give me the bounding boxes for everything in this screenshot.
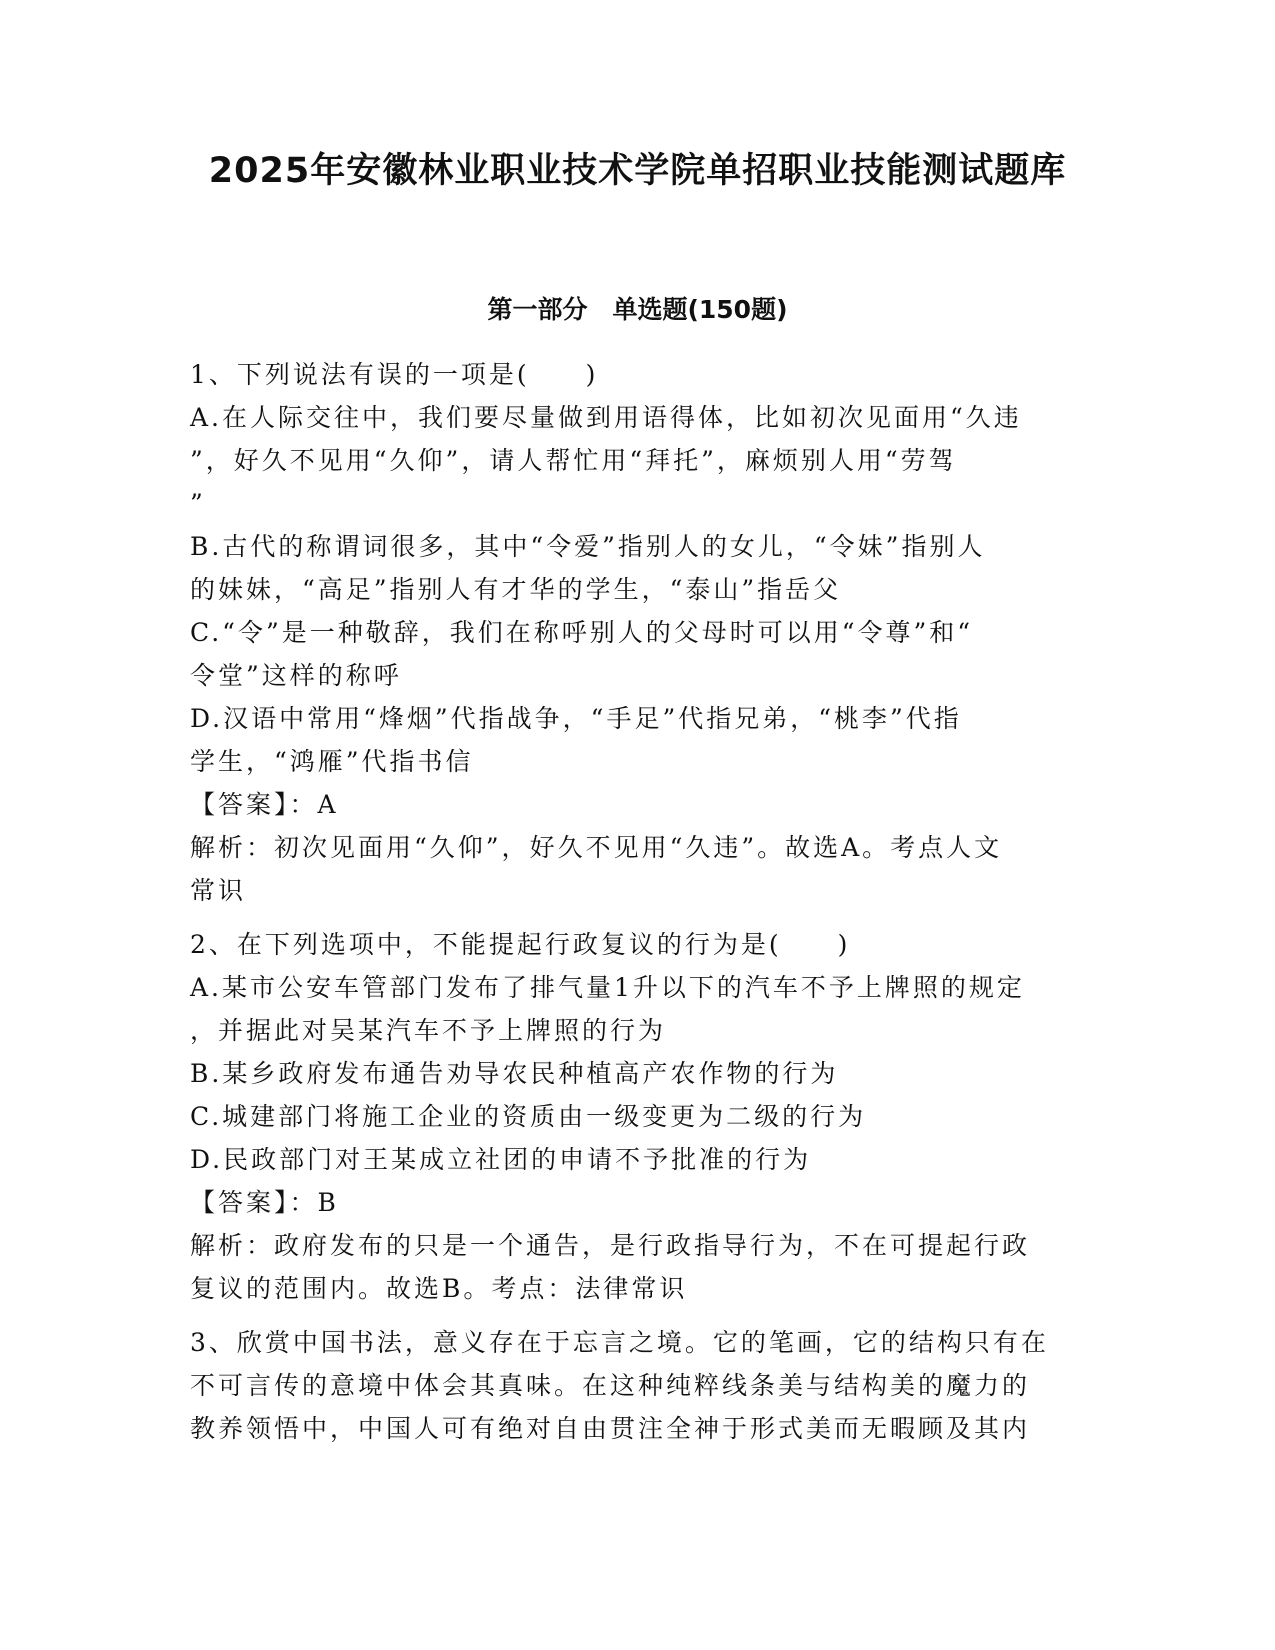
- section-title: 第一部分 单选题(150题): [487, 295, 788, 324]
- question-stem-line: 1、下列说法有误的一项是( ): [190, 360, 599, 389]
- question-3: [190, 1321, 1090, 1450]
- option-line: D.汉语中常用“烽烟”代指战争，“手足”代指兄弟，“桃李”代指: [190, 704, 962, 733]
- answer-option: [190, 1052, 1090, 1095]
- answer-option: [190, 611, 1090, 697]
- option-line: 的妹妹，“高足”指别人有才华的学生，“泰山”指岳父: [190, 575, 842, 604]
- answer-option: [190, 396, 1090, 525]
- question-stem: [190, 923, 1090, 966]
- answer-option: [190, 697, 1090, 783]
- analysis-line: 解析：初次见面用“久仰”，好久不见用“久违”。故选A。考点人文: [190, 833, 1003, 862]
- option-line: C.“令”是一种敬辞，我们在称呼别人的父母时可以用“令尊”和“: [190, 618, 974, 647]
- option-line: B.某乡政府发布通告劝导农民种植高产农作物的行为: [190, 1059, 839, 1088]
- answer-option: [190, 525, 1090, 611]
- option-line: 学生，“鸿雁”代指书信: [190, 747, 474, 776]
- option-line: ”，好久不见用“久仰”，请人帮忙用“拜托”，麻烦别人用“劳驾: [190, 446, 957, 475]
- question-stem: [190, 353, 1090, 396]
- question-stem-line: 不可言传的意境中体会其真味。在这种纯粹线条美与结构美的魔力的: [190, 1371, 1031, 1400]
- analysis-line: 复议的范围内。故选B。考点：法律常识: [190, 1274, 688, 1303]
- answer-option: [190, 1138, 1090, 1181]
- question-2: [190, 923, 1090, 1310]
- analysis-line: 常识: [190, 876, 247, 905]
- option-line: B.古代的称谓词很多，其中“令爱”指别人的女儿，“令妹”指别人: [190, 532, 986, 561]
- question-1: [190, 353, 1090, 912]
- question-stem-line: 教养领悟中，中国人可有绝对自由贯注全神于形式美而无暇顾及其内: [190, 1414, 1031, 1443]
- answer-option: [190, 966, 1090, 1052]
- question-stem-line: 2、在下列选项中，不能提起行政复议的行为是( ): [190, 930, 851, 959]
- answer-key: 【答案】：A: [190, 790, 339, 819]
- answer-analysis: [190, 826, 1090, 912]
- document-title: 2025年安徽林业职业技术学院单招职业技能测试题库: [208, 151, 1067, 191]
- question-list: [190, 353, 1090, 1461]
- answer-option: [190, 1095, 1090, 1138]
- question-stem: [190, 1321, 1090, 1450]
- answer-key: 【答案】：B: [190, 1188, 339, 1217]
- option-line: A.某市公安车管部门发布了排气量1升以下的汽车不予上牌照的规定: [190, 973, 1025, 1002]
- option-line: A.在人际交往中，我们要尽量做到用语得体，比如初次见面用“久违: [190, 403, 1022, 432]
- option-line: ，并据此对吴某汽车不予上牌照的行为: [190, 1016, 667, 1045]
- question-stem-line: 3、欣赏中国书法，意义存在于忘言之境。它的笔画，它的结构只有在: [190, 1328, 1049, 1357]
- option-line: 令堂”这样的称呼: [190, 661, 402, 690]
- option-line: ”: [190, 489, 206, 518]
- analysis-line: 解析：政府发布的只是一个通告，是行政指导行为，不在可提起行政: [190, 1231, 1031, 1260]
- option-line: C.城建部门将施工企业的资质由一级变更为二级的行为: [190, 1102, 867, 1131]
- option-line: D.民政部门对王某成立社团的申请不予批准的行为: [190, 1145, 812, 1174]
- answer-analysis: [190, 1224, 1090, 1310]
